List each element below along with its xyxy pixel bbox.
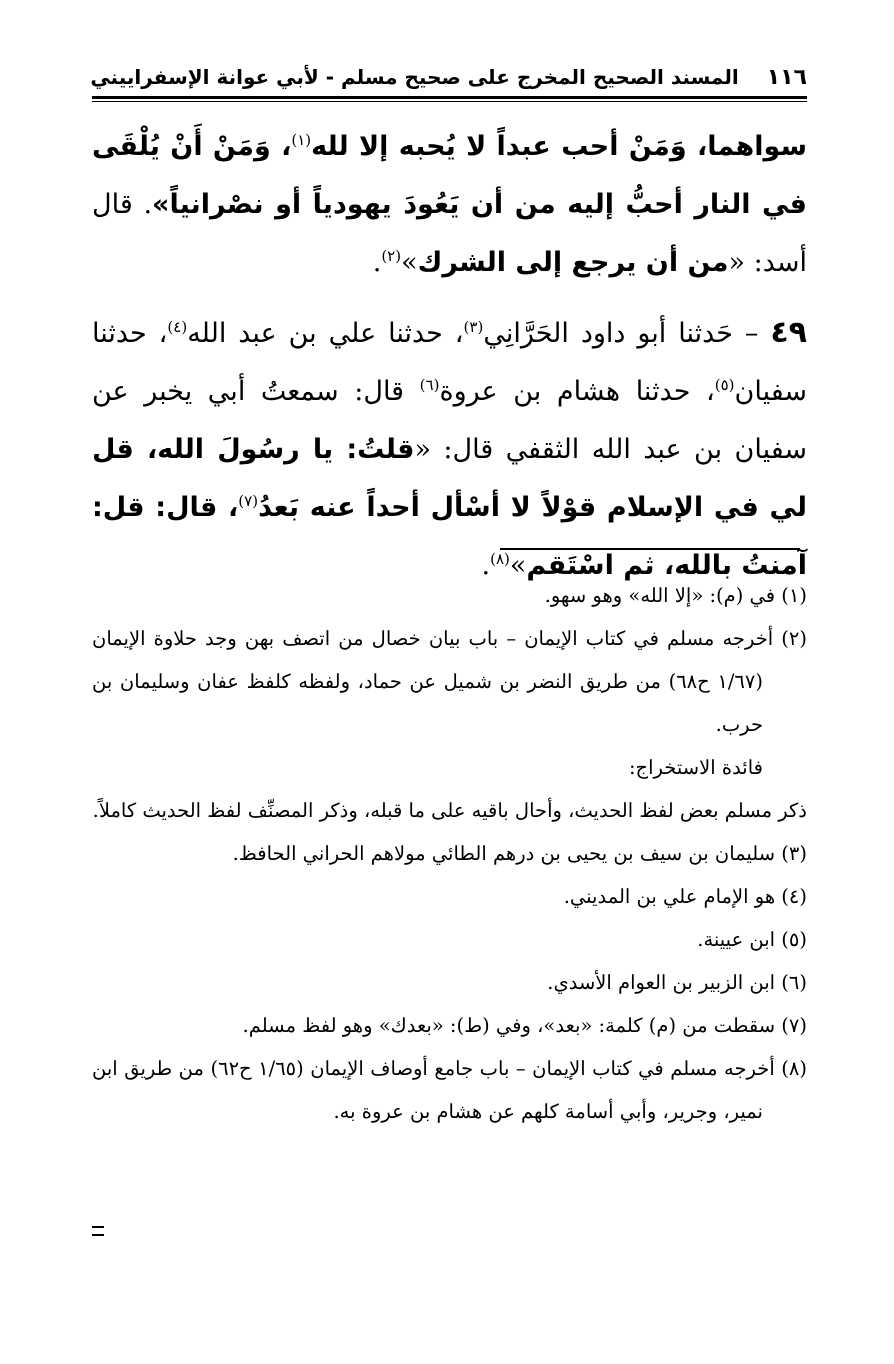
footnote-8: (٨) أخرجه مسلم في كتاب الإيمان – باب جامع أوصاف الإيمان (١/٦٥ ح٦٢) من طريق ابن نمير، وجرير، وأبي أسامة كلهم عن هشام بن عروة به. xyxy=(92,1057,807,1123)
hadith-text: من أن يرجع إلى الشرك xyxy=(417,247,729,278)
hadith-text: سواهما، وَمَنْ أحب عبداً لا يُحبه إلا لله xyxy=(311,131,807,162)
footnote-ref: (٤) xyxy=(167,318,188,336)
running-header xyxy=(92,62,807,92)
footnote-1: (١) في (م): «إلا الله» وهو سهو. xyxy=(544,584,807,607)
footnote-2-heading: فائدة الاستخراج: xyxy=(628,756,763,779)
footnote-ref: (٨) xyxy=(490,550,510,568)
footnote-ref: (١) xyxy=(291,131,312,149)
footnote-5: (٥) ابن عيينة. xyxy=(697,928,807,951)
footnote-6: (٦) ابن الزبير بن العوام الأسدي. xyxy=(547,971,807,994)
narration-text: . xyxy=(372,247,382,278)
isnad-text: ، حدثنا علي بن عبد الله xyxy=(187,318,464,349)
hadith-text: قلتُ: يا رسُولَ الله، قل لي في الإسلام قوْلاً لا أسْأل أحداً عنه بَعدُ xyxy=(92,434,807,523)
footnote-separator xyxy=(500,548,800,550)
footnote-3: (٣) سليمان بن سيف بن يحيى بن درهم الطائي مولاهم الحراني الحافظ. xyxy=(232,842,807,865)
footnote-ref: (٦) xyxy=(419,376,440,394)
footnote-7: (٧) سقطت من (م) كلمة: «بعد»، وفي (ط): «بعدك» وهو لفظ مسلم. xyxy=(242,1014,807,1037)
page-end-mark xyxy=(92,1226,104,1236)
narration-text: . قال أسد: « xyxy=(92,189,807,278)
page-number: ١١٦ xyxy=(766,64,807,90)
footnote-ref: (٢) xyxy=(381,247,402,265)
narration-text: » xyxy=(401,247,418,278)
running-title: المسند الصحيح المخرج على صحيح مسلم - لأبي عوانة الإسفراييني xyxy=(90,65,739,89)
hadith-number: ٤٩ xyxy=(770,315,807,350)
header-rule-thin xyxy=(92,101,807,102)
paragraph-hadith-49 xyxy=(92,304,807,595)
narration-text: » xyxy=(509,550,527,581)
isnad-text: قال: سمعتُ أبي يخبر عن سفيان بن عبد الله الثقفي قال: « xyxy=(92,376,807,465)
narration-text: . xyxy=(481,550,491,581)
isnad-text: ، حدثنا سفيان xyxy=(92,318,808,407)
footnote-ref: (٥) xyxy=(714,376,735,394)
footnote-ref: (٧) xyxy=(238,492,259,510)
isnad-text: ، حدثنا هشام بن عروة xyxy=(439,376,715,407)
footnotes xyxy=(92,574,807,1133)
footnote-4: (٤) هو الإمام علي بن المديني. xyxy=(563,885,807,908)
main-text xyxy=(92,118,807,595)
footnote-2: (٢) أخرجه مسلم في كتاب الإيمان – باب بيان خصال من اتصف بهن وجد حلاوة الإيمان (١/٦٧ ح٦٨) من طريق النضر بن شميل عن حماد، ولفظه كلفظ عفان وسليمان بن حرب. xyxy=(92,627,807,736)
footnote-ref: (٣) xyxy=(463,318,484,336)
header-rule-thick xyxy=(92,96,807,99)
footnote-2-note: ذكر مسلم بعض لفظ الحديث، وأحال باقيه على ما قبله، وذكر المصنِّف لفظ الحديث كاملاً. xyxy=(92,799,807,822)
hadith-text: ، وَمَنْ أَنْ يُلْقَى في النار أحبُّ إليه من أن يَعُودَ يهودياً أو نصْرانياً» xyxy=(92,131,807,220)
hadith-text: ، قال: قل: آمنتُ بالله، ثم اسْتَقم xyxy=(92,492,807,581)
paragraph-continuation xyxy=(92,118,807,292)
isnad-text: – حَدثنا أبو داود الحَرَّانِي xyxy=(483,318,771,349)
